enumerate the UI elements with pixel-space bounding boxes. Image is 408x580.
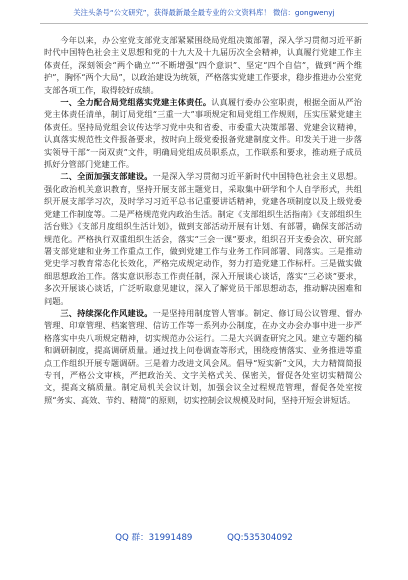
document-body [44,34,362,514]
section-1-title: 一、全力配合局党组落实党建主体责任。 [60,97,212,108]
paragraph-section-2 [44,170,362,306]
paragraph-section-1 [44,96,362,170]
section-2-title: 二、全面加强支部建设。 [60,171,153,182]
section-3-text: 一是坚持用制度管人管事。制定、修订局公议管理、督办管理、印章管理、档案管理、信访工作等一系列办公制度，在办文办会办事中进一步严格落实中央八项规定精神，切实规范办公运行。二是大兴调查研究之风。建立专题约稿和调研制度，提高调研质量。通过找上问卷调查等形式，围绕疫情落实、业务推进等重点工作组织开展专题调研。三是着力改进文风会风。倡导“短实新”文风，大力精简简报专刊，严格公文审核，严把政治关、文字关格式关、保密关，督促各处室切实精简公文，提高文稿质量。制定局机关会议计划，加强会议全过程规范管理，督促各处室按照“务实、高效、节约、精简”的原则，切实控制会议规模及时间，坚持开短会讲短话。 [44,307,362,405]
section-3-title: 三、持续深化作风建设。 [60,307,153,318]
paragraph-intro [44,34,362,96]
footer-qq[interactable]: QQ:535304092 [227,533,293,543]
header-divider [40,23,368,24]
paragraph-intro-text: 今年以来，办公室党支部党支部紧紧围绕局党组决策部署，深入学习贯彻习近平新时代中国特色社会主义思想和党的十九大及十九届历次全会精神，认真履行党建工作主体责任，深刻领会“两个确立”“不断增强“四个意识”、坚定“四个自信”，做到“两个维护”，胸怀“两个大局”，以政治建设为统领，严格落实党建工作要求，稳步推进办公室党支部各项工作，取得较好成绩。 [44,35,362,95]
top-banner[interactable]: 关注头条号“公文研究”，获得最新最全最专业的公文资料库！ 微信：gongwenyj [73,8,335,17]
section-2-text: 一是深入学习贯彻习近平新时代中国特色社会主义思想。强化政治机关意识教育，坚持开展支部主题党日，采取集中研学和个人自学形式，共组织开展支部学习次，及时学习习近平总书记重要讲话精神，党建各项制度以及上级党委党建工作制度等。二是严格规范党内政治生活。制定《支部组织生活指南》《支部组织生活台账》《支部月度组织生活计划》，做到支部活动开展有计划、有部署，确保支部活动规范化。严格执行双重组织生活会，落实“三会一课”要求，组织召开支委会次、研究部署支部党建和业务工作重点工作，做到党建工作与业务工作同部署、同落实。三是推动党史学习教育常态化长效化，严格完成规定动作，努力打造党建工作标杆。三是做实做细思想政治工作。落实意识形态工作责任制，深入开展谈心谈话，落实“三必谈”要求，多次开展谈心谈话，广泛听取意见建议，深入了解党员干部思想动态，推动解决困难和问题。 [44,171,362,306]
section-1-text: 认真履行委办公室职责，根据全面从严治党主体责任清单，制订局党组“三重一大”事项规定和局党组工作规则，压实压紧党建主体责任。坚持局党组会议传达学习党中央和省委、市委重大决策部署、党建会议精神，认真落实规范性文件报备要求，按时向上级党委报备党建制度文件。印发关于进一步落实领导干部“一岗双责”文件，明确局党组成员职系点，工作联系和要求，推动班子成员抓好分管部门党建工作。 [44,97,362,170]
paragraph-section-3 [44,307,362,406]
footer-qq-group[interactable]: QQ 群：31991489 [115,533,193,543]
footer-contact [0,531,408,545]
